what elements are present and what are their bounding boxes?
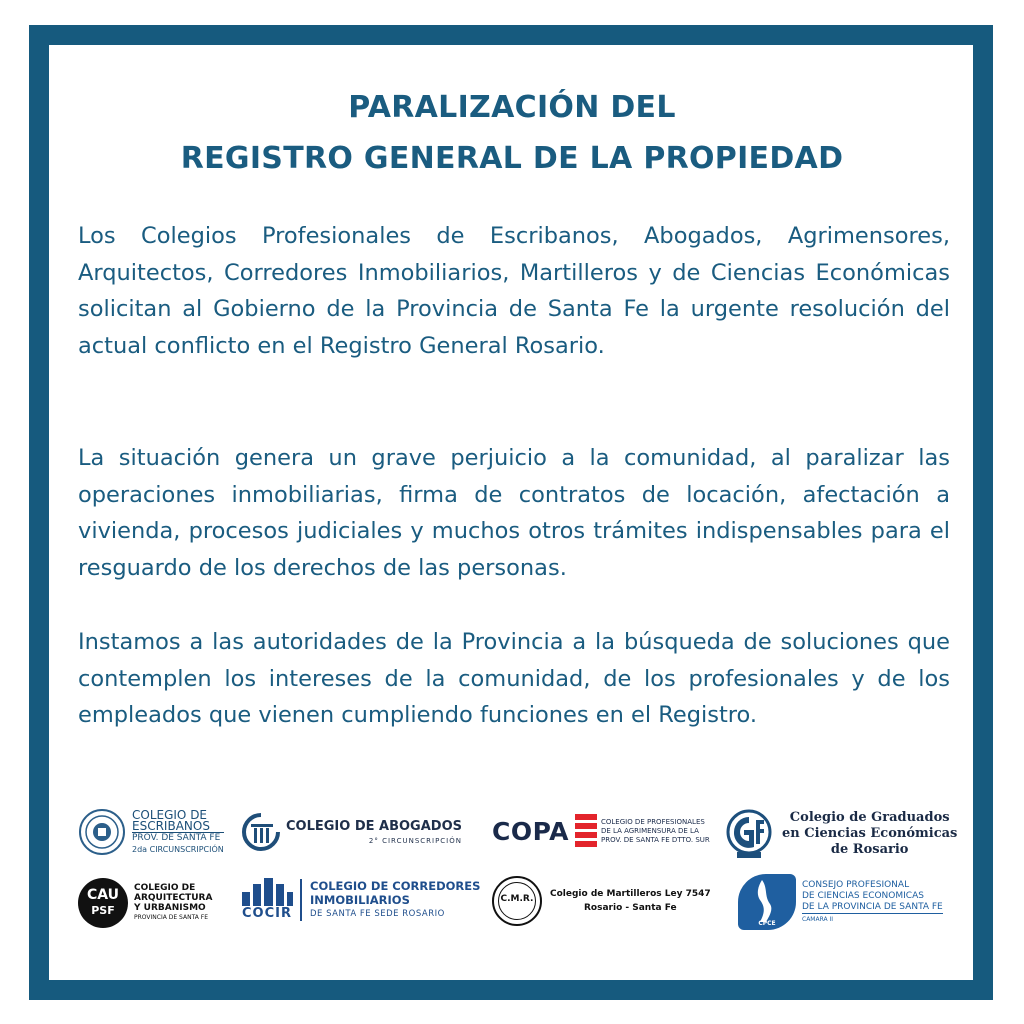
martilleros-line1: Colegio de Martilleros Ley 7547: [550, 889, 711, 899]
paragraph-3: Instamos a las autoridades de la Provincia a la búsqueda de soluciones que contemplen los intereses de la comunidad, de los profesionales y de los empleados que vienen cumpliendo funciones en el Registro.: [78, 629, 950, 729]
copa-line3: PROV. DE SANTA FE DTTO. SUR: [600, 835, 710, 844]
cau-line2: ARQUITECTURA: [134, 893, 213, 903]
cau-badge-top: CAU: [86, 887, 120, 903]
graduados-line1: Colegio de Graduados: [789, 810, 950, 825]
cocir-line2: INMOBILIARIOS: [310, 892, 410, 907]
cocir-buildings-icon: [240, 878, 294, 906]
cau-badge-bottom: PSF: [91, 904, 115, 917]
graduados-line2: en Ciencias Económicas: [782, 826, 958, 841]
cpce-line4: CAMARA II: [802, 915, 834, 923]
cau-line4: PROVINCIA DE SANTA FE: [134, 914, 209, 921]
cpce-emblem-icon: [738, 874, 796, 930]
abogados-name: COLEGIO DE ABOGADOS: [286, 819, 462, 834]
escribanos-line4: 2da CIRCUNSCRIPCIÓN: [132, 844, 224, 854]
logo-cocir: [240, 878, 480, 921]
graduados-emblem-icon: [724, 808, 774, 860]
cocir-acronym: COCIR: [242, 906, 292, 921]
logo-cpce: [738, 874, 943, 930]
cpce-seal-text: CPCE: [758, 920, 776, 927]
cau-line1: COLEGIO DE: [134, 883, 196, 893]
logo-colegio-escribanos: [78, 808, 224, 856]
copa-line1: COLEGIO DE PROFESIONALES: [600, 817, 705, 826]
martilleros-seal-icon: [492, 876, 542, 926]
escribanos-seal-icon: [78, 808, 126, 856]
martilleros-seal-text: C.M.R.: [500, 894, 534, 904]
copa-line2: DE LA AGRIMENSURA DE LA: [600, 826, 699, 835]
escribanos-line2: ESCRIBANOS: [132, 821, 224, 833]
paragraph-1: Los Colegios Profesionales de Escribanos, Abogados, Agrimensores, Arquitectos, Corredores Inmobiliarios, Martilleros y de Ciencias Económicas solicitan al Gobierno de la Provincia de Santa Fe la urgente resolución del actual conflicto en el Registro General Rosario.: [78, 223, 950, 359]
logo-cau-psf: [78, 878, 212, 928]
escribanos-line1: COLEGIO DE: [132, 807, 208, 822]
copa-acronym: COPA: [492, 816, 569, 846]
cau-line3: Y URBANISMO: [134, 903, 206, 913]
cocir-line1: COLEGIO DE CORREDORES: [310, 878, 481, 893]
logo-colegio-martilleros: [492, 876, 711, 926]
cocir-line3: DE SANTA FE SEDE ROSARIO: [310, 908, 445, 919]
title-line-2: REGISTRO GENERAL DE LA PROPIEDAD: [180, 141, 844, 176]
paragraph-2: La situación genera un grave perjuicio a la comunidad, al paralizar las operaciones inmobiliarias, firma de contratos de locación, afectación a vivienda, procesos judiciales y muchos otros trámites indispensables para el resguardo de los derechos de las personas.: [78, 445, 950, 581]
logo-copa: [492, 814, 710, 848]
cpce-line1: CONSEJO PROFESIONAL: [802, 879, 910, 890]
escribanos-line3: PROV. DE SANTA FE: [132, 832, 221, 843]
logo-colegio-abogados: [242, 813, 462, 851]
title-line-1: PARALIZACIÓN DEL: [348, 90, 676, 125]
logo-colegio-graduados: [724, 808, 957, 860]
graduados-line3: de Rosario: [830, 842, 909, 857]
cau-badge-icon: [78, 878, 128, 928]
copa-stripes-icon: [575, 814, 597, 848]
abogados-column-icon: [242, 813, 280, 851]
abogados-sub: 2° CIRCUNSCRIPCIÓN: [368, 837, 462, 845]
cpce-line2: DE CIENCIAS ECONOMICAS: [802, 890, 924, 901]
martilleros-line2: Rosario - Santa Fe: [584, 903, 677, 913]
cpce-line3: DE LA PROVINCIA DE SANTA FE: [802, 901, 943, 912]
